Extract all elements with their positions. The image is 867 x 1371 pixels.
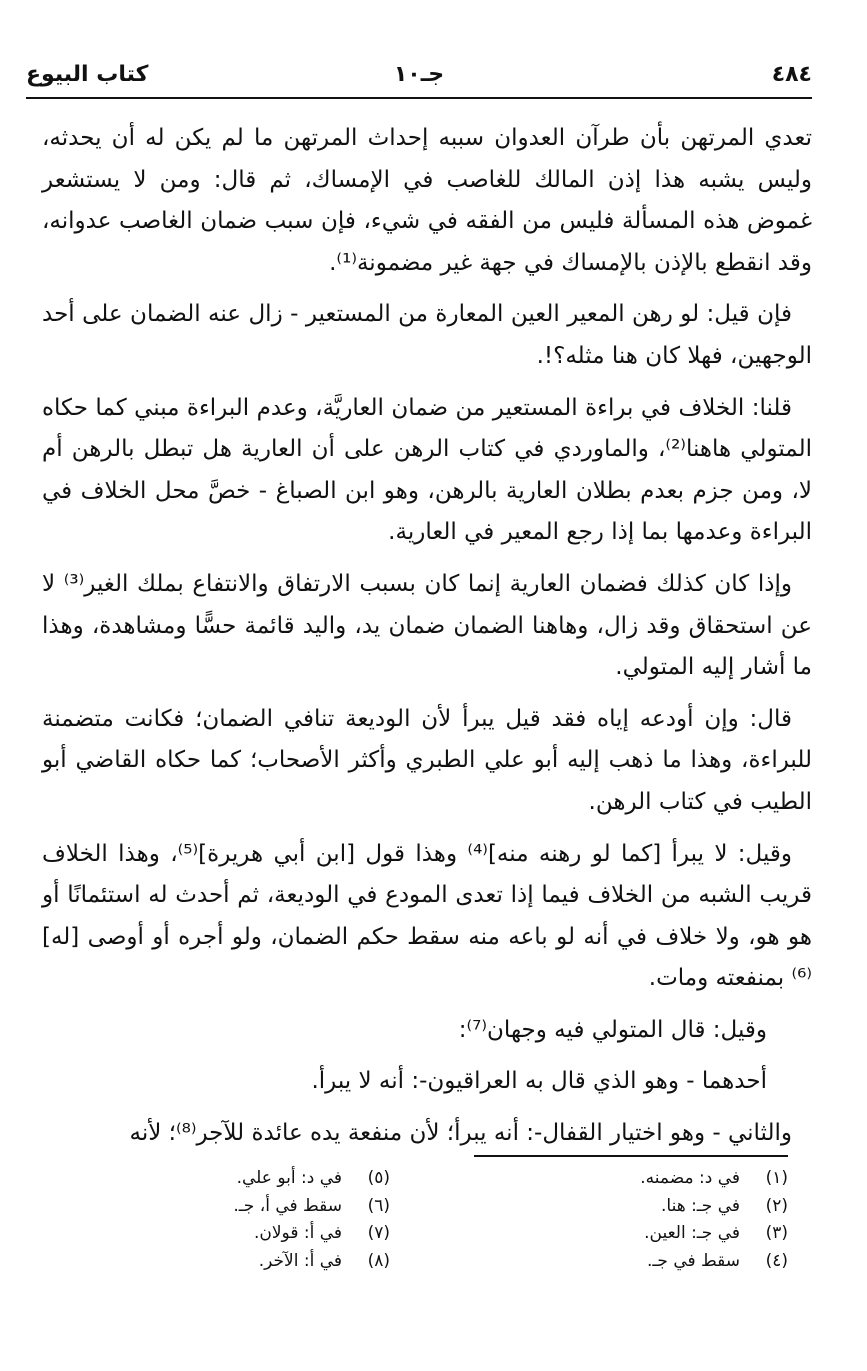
- paragraph-3: قلنا: الخلاف في براءة المستعير من ضمان العاريَّة، وعدم البراءة مبني كما حكاه المتولي هاهنا⁽²⁾، والماوردي في كتاب الرهن على أن العارية هل تبطل بالرهن أم لا، ومن جزم بعدم بطلان العارية بالرهن، وهو ابن الصباغ - خصَّ محل الخلاف في البراءة وعدمها بما إذا رجع المعير في العارية.: [42, 394, 812, 546]
- page-number: ٤٨٤: [771, 61, 812, 87]
- footnote-number: (٣): [765, 1223, 788, 1243]
- header-rule: [26, 97, 812, 99]
- footnote-number: (١): [765, 1168, 788, 1188]
- footnote-text: في أ: قولان.: [253, 1223, 342, 1243]
- footnotes-column-right: [458, 1165, 788, 1275]
- footnote-text: في جـ: هنا.: [661, 1195, 740, 1216]
- footnote-text: في أ: الآخر.: [258, 1250, 342, 1271]
- paragraph-8: أحدهما - وهو الذي قال به العراقيون-: أنه لا يبرأ.: [311, 1068, 767, 1095]
- footnote-text: في جـ: العين.: [644, 1223, 740, 1243]
- footnotes: [60, 1165, 788, 1275]
- footnotes-column-left: [60, 1165, 390, 1275]
- footnote-item: [458, 1165, 788, 1193]
- paragraph-6: وقيل: لا يبرأ [كما لو رهنه منه]⁽⁴⁾ وهذا قول [ابن أبي هريرة]⁽⁵⁾، وهذا الخلاف قريب الشبه من الخلاف فيما إذا تعدى المودع في الوديعة، ثم أحدث له استئمانًا أو هو هو، ولا خلاف في أنه لو باعه منه سقط حكم الضمان، ولو أجره أو أوصى [له]⁽⁶⁾ بمنفعته ومات.: [42, 840, 812, 992]
- book-title: كتاب البيوع: [26, 61, 149, 87]
- footnote-item: [458, 1220, 788, 1248]
- footnote-text: في د: أبو علي.: [236, 1168, 342, 1188]
- footnote-item: [60, 1193, 390, 1221]
- footnote-number: (٤): [765, 1250, 788, 1271]
- footnote-text: في د: مضمنه.: [640, 1168, 740, 1188]
- page-header: [26, 54, 812, 94]
- paragraph-5: قال: وإن أودعه إياه فقد قيل يبرأ لأن الوديعة تنافي الضمان؛ فكانت متضمنة للبراءة، وهذا ما ذهب إليه أبو علي الطبري وأكثر الأصحاب؛ كما حكاه القاضي أبو الطيب في كتاب الرهن.: [42, 705, 812, 815]
- footnote-item: [458, 1193, 788, 1221]
- footnote-number: (٢): [765, 1195, 788, 1216]
- footnote-text: سقط في جـ.: [647, 1250, 740, 1271]
- paragraph-4: وإذا كان كذلك فضمان العارية إنما كان بسبب الارتفاق والانتفاع بملك الغير⁽³⁾ لا عن استحقاق وقد زال، وهاهنا الضمان ضمان يد، واليد قائمة حسًّا ومشاهدة، وهذا ما أشار إليه المتولي.: [42, 570, 812, 681]
- footnote-item: [60, 1248, 390, 1276]
- footnote-number: (٧): [367, 1223, 390, 1243]
- footnote-item: [458, 1248, 788, 1276]
- footnote-number: (٨): [367, 1250, 390, 1271]
- paragraph-1: تعدي المرتهن بأن طرآن العدوان سببه إحداث المرتهن ما لم يكن له أن يحدثه، وليس يشبه هذا إذن المالك للغاصب في الإمساك، ثم قال: ومن لا يستشعر غموض هذه المسألة فليس من الفقه في شيء، فإن سبب ضمان الغاصب عدوانه، وقد انقطع بالإذن بالإمساك في جهة غير مضمونة⁽¹⁾.: [42, 125, 812, 276]
- paragraph-7: وقيل: قال المتولي فيه وجهان⁽⁷⁾:: [458, 1016, 767, 1043]
- footnote-text: سقط في أ، جـ.: [233, 1195, 342, 1216]
- footnote-item: [60, 1220, 390, 1248]
- paragraph-9: والثاني - وهو اختيار القفال-: أنه يبرأ؛ لأن منفعة يده عائدة للآجر⁽⁸⁾؛ لأنه: [129, 1120, 792, 1147]
- footnote-number: (٥): [367, 1168, 390, 1188]
- paragraph-2: فإن قيل: لو رهن المعير العين المعارة من المستعير - زال عنه الضمان على أحد الوجهين، فهلا كان هنا مثله؟!.: [42, 301, 812, 369]
- footnote-item: [60, 1165, 390, 1193]
- footnote-number: (٦): [367, 1195, 390, 1216]
- main-text: [42, 118, 812, 1155]
- volume-label: جـ١٠: [393, 61, 445, 87]
- footnote-rule: [474, 1155, 788, 1157]
